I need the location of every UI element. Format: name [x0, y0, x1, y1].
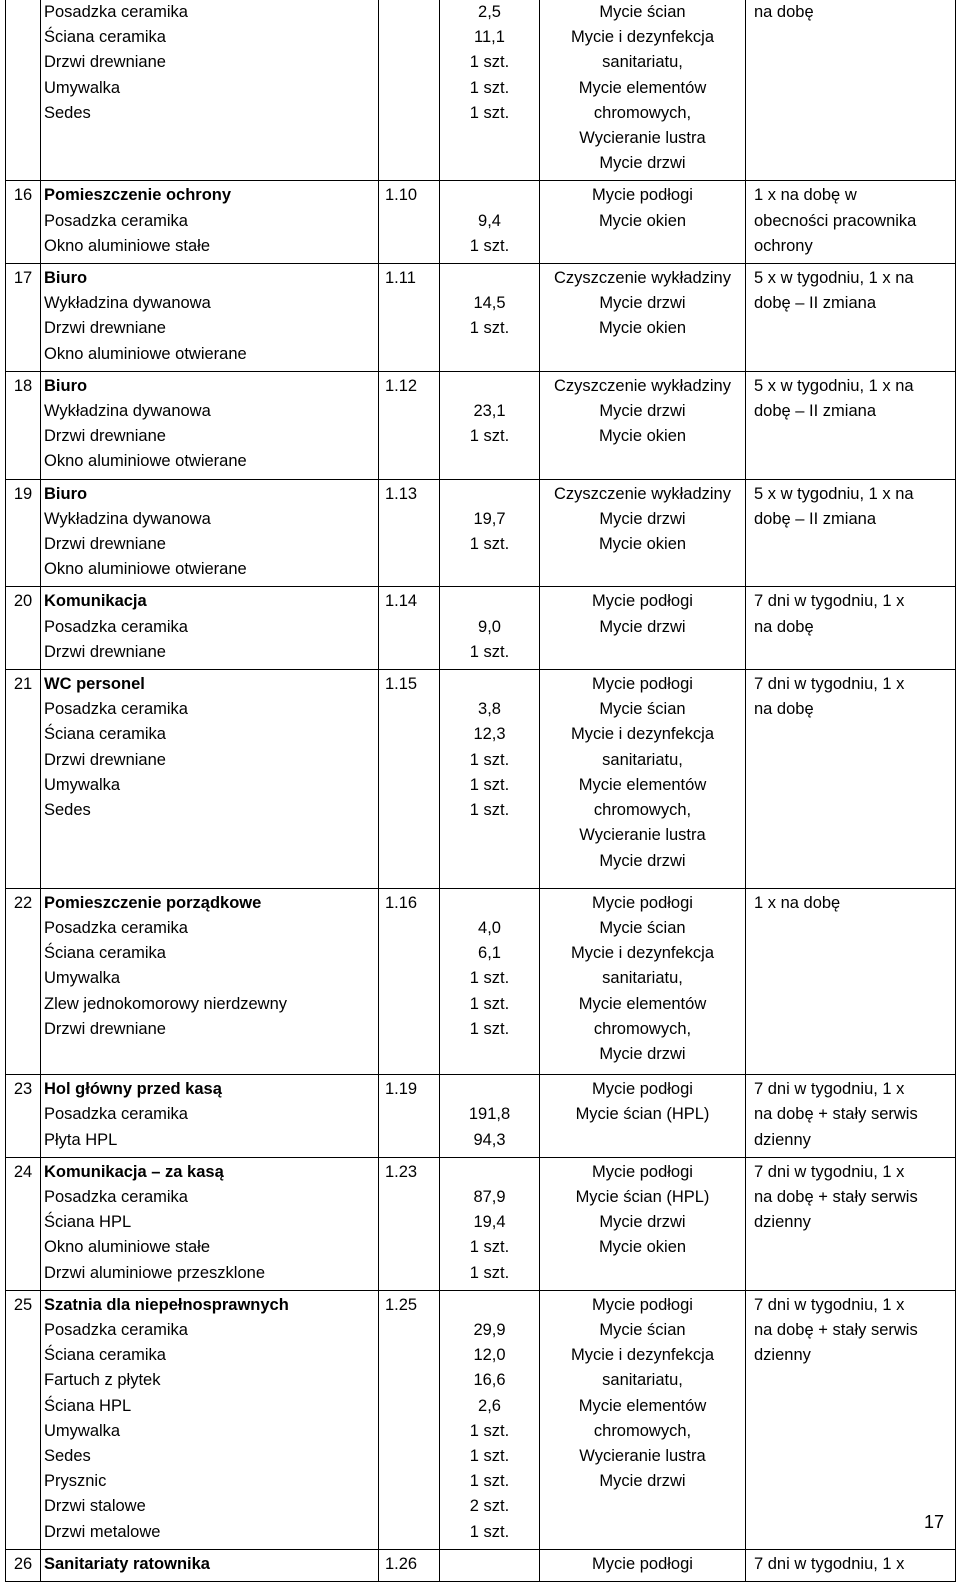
- quantity-value: 16,6: [473, 1371, 506, 1390]
- frequency-line: dzienny: [754, 1130, 811, 1149]
- row-number-cell: [6, 1549, 41, 1581]
- room-code-cell: [379, 371, 440, 479]
- quantity-value: 9,4: [478, 211, 501, 230]
- quantity-spacer: [440, 266, 539, 291]
- quantity-value: 1 szt.: [469, 1522, 510, 1541]
- cleaning-activity: Mycie okien: [598, 211, 687, 230]
- frequency-line: dzienny: [754, 1213, 811, 1232]
- cleaning-activities-cell: [540, 264, 746, 372]
- cleaning-activity: Mycie okien: [598, 1238, 687, 1257]
- quantity-value: 94,3: [473, 1130, 506, 1149]
- frequency-line: 7 dni w tygodniu, 1 x: [754, 592, 905, 611]
- cleaning-activity: Mycie podłogi: [592, 893, 693, 912]
- quantity-value: 1 szt.: [469, 103, 510, 122]
- frequency-cell: [746, 1157, 956, 1290]
- frequency-line: 7 dni w tygodniu, 1 x: [754, 675, 905, 694]
- cleaning-activities-cell: [540, 670, 746, 889]
- quantity-value: 191,8: [468, 1105, 511, 1124]
- quantity-value: 1 szt.: [469, 801, 510, 820]
- cleaning-activity: Mycie drzwi: [599, 1044, 686, 1063]
- row-number: 17: [13, 269, 33, 288]
- room-code-cell: [379, 264, 440, 372]
- cleaning-activity: sanitariatu,: [602, 53, 683, 72]
- quantity-spacer: [440, 1160, 539, 1185]
- frequency-line: 7 dni w tygodniu, 1 x: [754, 1295, 905, 1314]
- cleaning-activity: Mycie podłogi: [592, 186, 693, 205]
- quantity-spacer: [440, 589, 539, 614]
- quantity-value: 3,8: [478, 700, 501, 719]
- table-row: [6, 587, 956, 670]
- room-element: Ściana ceramika: [44, 725, 166, 744]
- quantity-value: 1 szt.: [469, 1421, 510, 1440]
- cleaning-activities-cell: [540, 1075, 746, 1158]
- frequency-line: 7 dni w tygodniu, 1 x: [754, 1080, 905, 1099]
- room-code: 1.15: [385, 675, 418, 694]
- row-number-cell: [6, 1075, 41, 1158]
- room-description-cell: [41, 1075, 379, 1158]
- room-element: Posadzka ceramika: [44, 1320, 188, 1339]
- quantity-value: 1 szt.: [469, 969, 510, 988]
- room-element: Okno aluminiowe otwierane: [44, 344, 247, 363]
- quantity-value: 1 szt.: [469, 1446, 510, 1465]
- room-title: Biuro: [44, 484, 88, 503]
- cleaning-activity: Mycie i dezynfekcja: [570, 1346, 715, 1365]
- frequency-cell: [746, 371, 956, 479]
- cleaning-activity: Mycie podłogi: [592, 592, 693, 611]
- cleaning-schedule-table: [5, 0, 956, 1582]
- room-code-cell: [379, 670, 440, 889]
- quantity-cell: [440, 670, 540, 889]
- cleaning-activity: Mycie drzwi: [599, 294, 686, 313]
- room-title: WC personel: [44, 675, 145, 694]
- room-element: Posadzka ceramika: [44, 1105, 188, 1124]
- cleaning-activity: Mycie i dezynfekcja: [570, 28, 715, 47]
- quantity-value: 1 szt.: [469, 236, 510, 255]
- room-code: 1.19: [385, 1080, 418, 1099]
- cleaning-activities-cell: [540, 371, 746, 479]
- frequency-line: dobę – II zmiana: [754, 402, 876, 421]
- cleaning-activity: Wycieranie lustra: [579, 1446, 706, 1465]
- quantity-value: 12,0: [473, 1346, 506, 1365]
- table-row: [6, 181, 956, 264]
- quantity-cell: [440, 371, 540, 479]
- quantity-value: 1 szt.: [469, 535, 510, 554]
- room-title: Biuro: [44, 269, 88, 288]
- frequency-line: na dobę: [754, 700, 814, 719]
- quantity-value: 1 szt.: [469, 1019, 510, 1038]
- room-element: Prysznic: [44, 1472, 107, 1491]
- room-description-cell: [41, 888, 379, 1074]
- room-element: Okno aluminiowe stałe: [44, 1238, 210, 1257]
- room-element: Zlew jednokomorowy nierdzewny: [44, 994, 288, 1013]
- quantity-value: 19,4: [473, 1213, 506, 1232]
- cleaning-activity: Mycie okien: [598, 535, 687, 554]
- cleaning-activity: sanitariatu,: [602, 969, 683, 988]
- cleaning-activity: Mycie okien: [598, 427, 687, 446]
- quantity-spacer: [440, 1293, 539, 1318]
- frequency-line: 5 x w tygodniu, 1 x na: [754, 376, 914, 395]
- room-element: Sedes: [44, 103, 91, 122]
- room-element: Drzwi drewniane: [44, 750, 166, 769]
- table-row: [6, 1290, 956, 1549]
- room-element: Wykładzina dywanowa: [44, 509, 211, 528]
- page-number: 17: [923, 1512, 944, 1532]
- quantity-value: 1 szt.: [469, 319, 510, 338]
- quantity-value: 23,1: [473, 402, 506, 421]
- room-code: 1.11: [385, 269, 416, 288]
- quantity-value: 19,7: [473, 509, 506, 528]
- row-number: 23: [13, 1080, 33, 1099]
- frequency-cell: [746, 1075, 956, 1158]
- cleaning-activity: Mycie podłogi: [592, 675, 693, 694]
- cleaning-activity: Mycie okien: [598, 319, 687, 338]
- row-number-cell: [6, 670, 41, 889]
- cleaning-activity: Mycie elementów: [578, 994, 707, 1013]
- quantity-value: 1 szt.: [469, 78, 510, 97]
- quantity-cell: [440, 0, 540, 181]
- cleaning-activity: chromowych,: [593, 801, 692, 820]
- cleaning-activity: Czyszczenie wykładziny: [554, 484, 731, 503]
- room-title: Sanitariaty ratownika: [44, 1554, 210, 1573]
- row-number: 24: [13, 1162, 33, 1181]
- room-title: Hol główny przed kasą: [44, 1080, 222, 1099]
- room-code: 1.25: [385, 1295, 418, 1314]
- table-row: [6, 1549, 956, 1581]
- room-element: Okno aluminiowe otwierane: [44, 452, 247, 471]
- frequency-line: na dobę: [754, 617, 814, 636]
- room-description-cell: [41, 479, 379, 587]
- room-element: Drzwi metalowe: [44, 1522, 161, 1541]
- cleaning-activity: Mycie ścian: [599, 918, 686, 937]
- room-description-cell: [41, 371, 379, 479]
- room-title: Biuro: [44, 376, 88, 395]
- room-element: Ściana ceramika: [44, 944, 166, 963]
- room-element: Posadzka ceramika: [44, 700, 188, 719]
- frequency-line: dobę – II zmiana: [754, 294, 876, 313]
- cleaning-activity: Mycie podłogi: [592, 1295, 693, 1314]
- row-number: 20: [13, 592, 33, 611]
- cleaning-activity: Mycie i dezynfekcja: [570, 725, 715, 744]
- room-code-cell: [379, 1549, 440, 1581]
- table-body: [6, 0, 956, 1581]
- room-code-cell: [379, 1157, 440, 1290]
- quantity-spacer: [440, 891, 539, 916]
- quantity-cell: [440, 264, 540, 372]
- room-description-cell: [41, 0, 379, 181]
- quantity-value: 2,6: [478, 1396, 501, 1415]
- room-description-cell: [41, 1157, 379, 1290]
- room-code: 1.10: [385, 186, 418, 205]
- room-element: Umywalka: [44, 969, 121, 988]
- room-element: Drzwi drewniane: [44, 1019, 166, 1038]
- row-number: 18: [13, 376, 33, 395]
- quantity-spacer: [440, 183, 539, 208]
- quantity-value: 2 szt.: [469, 1497, 510, 1516]
- room-code: 1.13: [385, 484, 418, 503]
- frequency-line: ochrony: [754, 236, 813, 255]
- frequency-cell: [746, 1290, 956, 1549]
- frequency-cell: [746, 888, 956, 1074]
- quantity-value: 12,3: [473, 725, 506, 744]
- room-description-cell: [41, 1290, 379, 1549]
- row-number-cell: [6, 587, 41, 670]
- frequency-line: dzienny: [754, 1346, 811, 1365]
- frequency-line: 1 x na dobę w: [754, 186, 857, 205]
- quantity-value: 1 szt.: [469, 427, 510, 446]
- room-code-cell: [379, 587, 440, 670]
- room-code: 1.14: [385, 592, 418, 611]
- table-row: [6, 0, 956, 181]
- room-code: 1.12: [385, 376, 418, 395]
- room-element: Drzwi drewniane: [44, 53, 166, 72]
- room-element: Ściana ceramika: [44, 28, 166, 47]
- room-element: Sedes: [44, 801, 91, 820]
- frequency-line: 7 dni w tygodniu, 1 x: [754, 1554, 905, 1573]
- row-number: 25: [13, 1295, 33, 1314]
- quantity-value: 2,5: [478, 3, 501, 21]
- row-number: 26: [13, 1554, 33, 1573]
- room-element: Okno aluminiowe stałe: [44, 236, 210, 255]
- quantity-value: 9,0: [478, 617, 501, 636]
- quantity-value: 4,0: [478, 918, 501, 937]
- room-code: [385, 0, 439, 25]
- quantity-spacer: [440, 374, 539, 399]
- cleaning-activity: Mycie podłogi: [592, 1554, 693, 1573]
- quantity-spacer: [440, 482, 539, 507]
- quantity-spacer: [440, 1077, 539, 1102]
- row-number-cell: [6, 264, 41, 372]
- room-code-cell: [379, 479, 440, 587]
- row-number: 22: [13, 893, 33, 912]
- cleaning-activity: Mycie elementów: [578, 1396, 707, 1415]
- cleaning-activities-cell: [540, 0, 746, 181]
- frequency-line: 7 dni w tygodniu, 1 x: [754, 1162, 905, 1181]
- quantity-cell: [440, 479, 540, 587]
- cleaning-activity: Wycieranie lustra: [579, 129, 706, 148]
- frequency-cell: [746, 479, 956, 587]
- room-description-cell: [41, 181, 379, 264]
- row-number: 16: [13, 186, 33, 205]
- row-number-cell: [6, 1290, 41, 1549]
- room-element: Wykładzina dywanowa: [44, 294, 211, 313]
- frequency-line: 5 x w tygodniu, 1 x na: [754, 269, 914, 288]
- cleaning-activity: Mycie ścian (HPL): [575, 1187, 710, 1206]
- room-element: Posadzka ceramika: [44, 617, 188, 636]
- frequency-line: na dobę + stały serwis: [754, 1105, 918, 1124]
- room-description-cell: [41, 1549, 379, 1581]
- cleaning-activity: Mycie drzwi: [599, 1472, 686, 1491]
- cleaning-activities-cell: [540, 181, 746, 264]
- room-title: Pomieszczenie ochrony: [44, 186, 232, 205]
- room-element: Umywalka: [44, 1421, 121, 1440]
- cleaning-activities-cell: [540, 888, 746, 1074]
- frequency-line: 5 x w tygodniu, 1 x na: [754, 484, 914, 503]
- cleaning-activity: Wycieranie lustra: [579, 826, 706, 845]
- room-code: 1.26: [385, 1554, 418, 1573]
- quantity-value: 29,9: [473, 1320, 506, 1339]
- cleaning-activity: Mycie drzwi: [599, 851, 686, 870]
- quantity-value: 1 szt.: [469, 1472, 510, 1491]
- cleaning-activity: Mycie elementów: [578, 775, 707, 794]
- room-title: Pomieszczenie porządkowe: [44, 893, 262, 912]
- table-row: [6, 371, 956, 479]
- quantity-value: 1 szt.: [469, 750, 510, 769]
- quantity-value: 6,1: [478, 944, 501, 963]
- quantity-cell: [440, 1549, 540, 1581]
- room-element: Fartuch z płytek: [44, 1371, 161, 1390]
- cleaning-activities-cell: [540, 1290, 746, 1549]
- row-number-cell: [6, 181, 41, 264]
- frequency-cell: [746, 181, 956, 264]
- quantity-cell: [440, 1157, 540, 1290]
- frequency-line: na dobę + stały serwis: [754, 1320, 918, 1339]
- cleaning-activity: Mycie drzwi: [599, 154, 686, 173]
- cleaning-activity: Czyszczenie wykładziny: [554, 376, 731, 395]
- frequency-cell: [746, 0, 956, 181]
- room-element: Drzwi aluminiowe przeszklone: [44, 1263, 265, 1282]
- room-element: Płyta HPL: [44, 1130, 118, 1149]
- cleaning-activities-cell: [540, 1157, 746, 1290]
- room-code-cell: [379, 181, 440, 264]
- room-code: 1.23: [385, 1162, 418, 1181]
- frequency-cell: [746, 264, 956, 372]
- room-code-cell: [379, 1290, 440, 1549]
- room-element: Drzwi drewniane: [44, 427, 166, 446]
- frequency-line: na dobę: [754, 3, 814, 21]
- table-row: [6, 888, 956, 1074]
- room-element: Ściana ceramika: [44, 1346, 166, 1365]
- row-number: 21: [13, 675, 33, 694]
- row-number-cell: [6, 1157, 41, 1290]
- row-number: [6, 0, 40, 25]
- frequency-line: dobę – II zmiana: [754, 509, 876, 528]
- cleaning-activity: Mycie ścian: [599, 1320, 686, 1339]
- frequency-line: obecności pracownika: [754, 211, 917, 230]
- quantity-value: 11,1: [474, 28, 505, 47]
- row-number-cell: [6, 371, 41, 479]
- room-code-cell: [379, 0, 440, 181]
- quantity-cell: [440, 587, 540, 670]
- row-number-cell: [6, 0, 41, 181]
- room-element: Drzwi stalowe: [44, 1497, 146, 1516]
- cleaning-activity: Czyszczenie wykładziny: [554, 269, 731, 288]
- table-row: [6, 670, 956, 889]
- room-element: Posadzka ceramika: [44, 211, 188, 230]
- quantity-cell: [440, 1290, 540, 1549]
- cleaning-activity: Mycie ścian (HPL): [575, 1105, 710, 1124]
- cleaning-activity: Mycie i dezynfekcja: [570, 944, 715, 963]
- quantity-value: 1 szt.: [469, 994, 510, 1013]
- quantity-value: 1 szt.: [469, 53, 510, 72]
- frequency-line: na dobę + stały serwis: [754, 1187, 918, 1206]
- room-element: Drzwi drewniane: [44, 319, 166, 338]
- quantity-cell: [440, 1075, 540, 1158]
- frequency-line: 1 x na dobę: [754, 893, 841, 912]
- cleaning-activity: Mycie ścian: [599, 700, 686, 719]
- room-element: Sedes: [44, 1446, 91, 1465]
- frequency-cell: [746, 1549, 956, 1581]
- room-title: Komunikacja: [44, 592, 147, 611]
- room-element: Posadzka ceramika: [44, 3, 188, 21]
- quantity-spacer: [440, 672, 539, 697]
- quantity-value: 87,9: [473, 1187, 506, 1206]
- cleaning-activity: Mycie drzwi: [599, 1213, 686, 1232]
- room-element: Wykładzina dywanowa: [44, 402, 211, 421]
- table-row: [6, 479, 956, 587]
- quantity-value: 1 szt.: [469, 1238, 510, 1257]
- room-description-cell: [41, 670, 379, 889]
- cleaning-activity: Mycie drzwi: [599, 402, 686, 421]
- cleaning-activity: Mycie podłogi: [592, 1162, 693, 1181]
- cleaning-activity: Mycie drzwi: [599, 509, 686, 528]
- table-row: [6, 1075, 956, 1158]
- cleaning-activity: sanitariatu,: [602, 1371, 683, 1390]
- room-element: Ściana HPL: [44, 1213, 132, 1232]
- row-number: 19: [13, 484, 33, 503]
- cleaning-activities-cell: [540, 479, 746, 587]
- room-element: Drzwi drewniane: [44, 642, 166, 661]
- cleaning-activity: sanitariatu,: [602, 750, 683, 769]
- frequency-cell: [746, 670, 956, 889]
- room-description-cell: [41, 264, 379, 372]
- row-number-cell: [6, 888, 41, 1074]
- cleaning-activity: chromowych,: [593, 1019, 692, 1038]
- table-row: [6, 264, 956, 372]
- quantity-cell: [440, 888, 540, 1074]
- quantity-value: 1 szt.: [469, 775, 510, 794]
- room-title: Szatnia dla niepełnosprawnych: [44, 1295, 289, 1314]
- room-element: Posadzka ceramika: [44, 918, 188, 937]
- cleaning-activity: chromowych,: [593, 1421, 692, 1440]
- room-element: Okno aluminiowe otwierane: [44, 560, 247, 579]
- cleaning-activity: chromowych,: [593, 103, 692, 122]
- quantity-value: 1 szt.: [469, 642, 510, 661]
- room-description-cell: [41, 587, 379, 670]
- room-element: Drzwi drewniane: [44, 535, 166, 554]
- cleaning-activity: Mycie podłogi: [592, 1080, 693, 1099]
- room-element: Posadzka ceramika: [44, 1187, 188, 1206]
- cleaning-activity: Mycie drzwi: [599, 617, 686, 636]
- cleaning-activity: Mycie ścian: [599, 3, 686, 21]
- room-element: Umywalka: [44, 775, 121, 794]
- room-title: Komunikacja – za kasą: [44, 1162, 224, 1181]
- table-row: [6, 1157, 956, 1290]
- quantity-value: 1 szt.: [469, 1263, 510, 1282]
- room-code: 1.16: [385, 893, 418, 912]
- quantity-cell: [440, 181, 540, 264]
- room-element: Umywalka: [44, 78, 121, 97]
- cleaning-activities-cell: [540, 1549, 746, 1581]
- quantity-value: 14,5: [473, 294, 506, 313]
- room-element: Ściana HPL: [44, 1396, 132, 1415]
- cleaning-activities-cell: [540, 587, 746, 670]
- row-number-cell: [6, 479, 41, 587]
- room-code-cell: [379, 1075, 440, 1158]
- room-code-cell: [379, 888, 440, 1074]
- cleaning-activity: Mycie elementów: [578, 78, 707, 97]
- frequency-cell: [746, 587, 956, 670]
